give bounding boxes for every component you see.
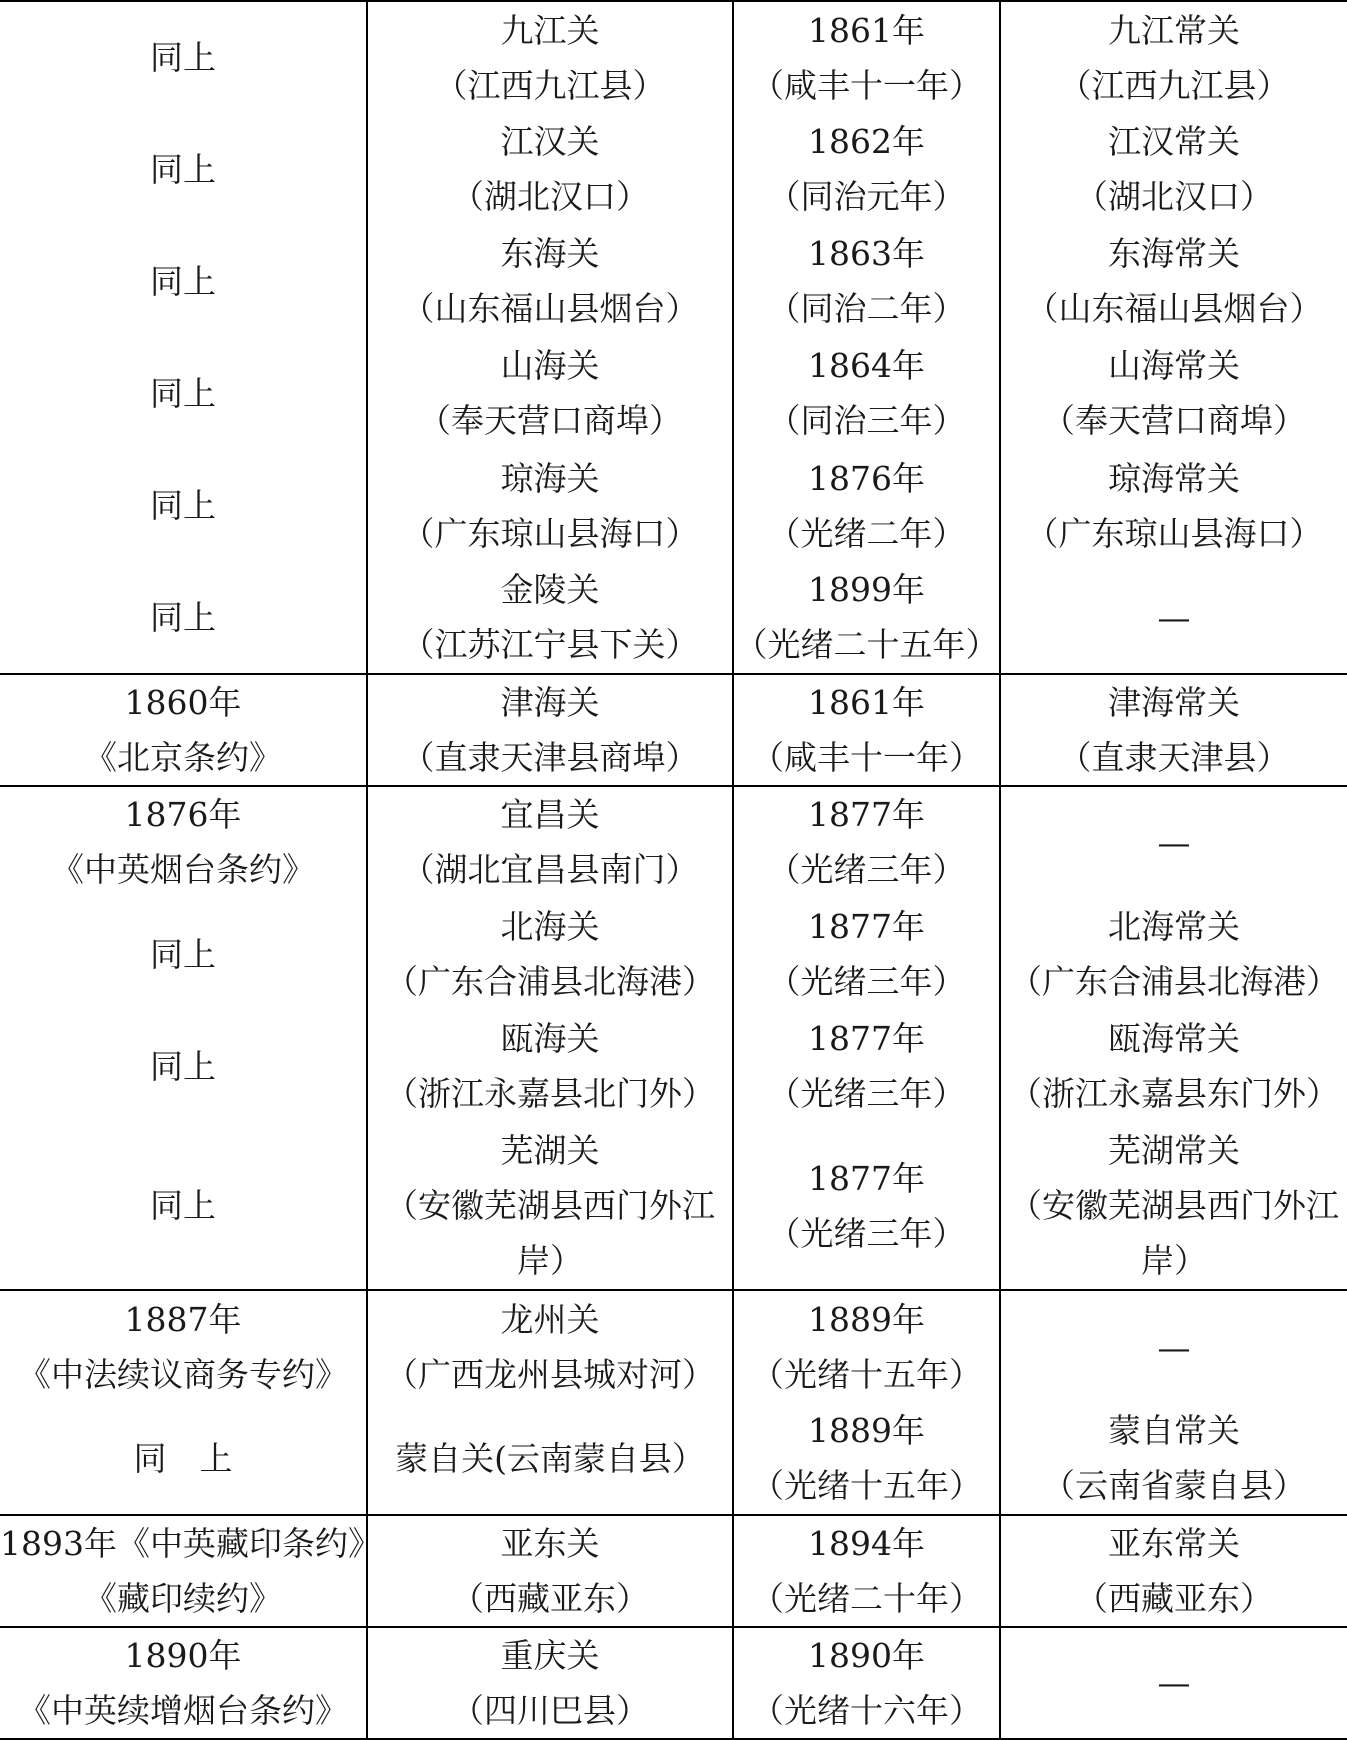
customs-cell-line: 龙州关 bbox=[500, 1300, 600, 1339]
customs-cell bbox=[367, 1, 733, 113]
year-cell bbox=[733, 1290, 1000, 1402]
year-cell-line: （光绪十五年） bbox=[751, 1466, 982, 1506]
year-cell-line: 1863年 bbox=[808, 234, 925, 274]
table-row bbox=[0, 1403, 1347, 1515]
customs-cell bbox=[367, 1515, 733, 1627]
native-customs-cell-line: （奉天营口商埠） bbox=[1042, 401, 1306, 441]
table-row bbox=[0, 1627, 1347, 1739]
table-row bbox=[0, 1122, 1347, 1290]
customs-cell-line: （奉天营口商埠） bbox=[418, 401, 682, 441]
treaty-cell bbox=[0, 113, 367, 225]
native-customs-cell bbox=[1000, 1, 1347, 113]
native-customs-cell-line: （山东福山县烟台） bbox=[1025, 289, 1323, 329]
customs-cell-line: 北海关 bbox=[500, 907, 600, 947]
native-customs-cell bbox=[1000, 1010, 1347, 1122]
year-cell bbox=[733, 1627, 1000, 1739]
native-customs-cell bbox=[1000, 337, 1347, 449]
customs-cell-line: 山海关 bbox=[500, 346, 600, 386]
year-cell-line: 1877年 bbox=[808, 795, 925, 835]
year-cell-line: （光绪三年） bbox=[767, 962, 966, 1002]
customs-cell-line: （四川巴县） bbox=[451, 1690, 649, 1730]
native-customs-cell-line: — bbox=[1157, 597, 1191, 637]
customs-cell-line: （江西九江县） bbox=[434, 65, 666, 105]
native-customs-cell-line: 芜湖常关 bbox=[1108, 1131, 1240, 1171]
treaty-cell bbox=[0, 225, 367, 337]
treaty-cell-line: 同上 bbox=[150, 149, 216, 189]
native-customs-cell bbox=[1000, 1290, 1347, 1402]
year-cell-line: （光绪二十五年） bbox=[734, 625, 999, 665]
native-customs-cell-line: 亚东常关 bbox=[1108, 1523, 1240, 1563]
year-cell-line: 1890年 bbox=[808, 1635, 925, 1675]
year-cell bbox=[733, 674, 1000, 786]
year-cell-line: （光绪二十年） bbox=[751, 1578, 982, 1618]
customs-cell-line: 津海关 bbox=[500, 682, 600, 722]
treaty-cell bbox=[0, 1627, 367, 1739]
customs-cell-line: 蒙自关(云南蒙自县） bbox=[395, 1438, 705, 1478]
customs-cell bbox=[367, 1403, 733, 1515]
treaty-cell bbox=[0, 674, 367, 786]
treaty-cell-line: 1890年 bbox=[124, 1635, 242, 1675]
native-customs-cell-line: （安徽芜湖县西门外江 bbox=[1009, 1186, 1339, 1226]
year-cell-line: 1861年 bbox=[808, 682, 925, 722]
table-row bbox=[0, 1290, 1347, 1402]
table-row bbox=[0, 562, 1347, 674]
native-customs-cell-line: （广东合浦县北海港） bbox=[1009, 962, 1339, 1002]
treaty-cell bbox=[0, 786, 367, 898]
treaty-cell-line: 同上 bbox=[150, 261, 216, 301]
treaty-cell-line: 同上 bbox=[150, 1046, 216, 1086]
year-cell bbox=[733, 450, 1000, 562]
native-customs-cell-line: — bbox=[1157, 1327, 1191, 1367]
year-cell bbox=[733, 225, 1000, 337]
native-customs-cell bbox=[1000, 898, 1347, 1010]
customs-cell bbox=[367, 1010, 733, 1122]
customs-cell-line: 重庆关 bbox=[500, 1635, 600, 1675]
year-cell-line: （同治二年） bbox=[767, 289, 966, 329]
year-cell bbox=[733, 1515, 1000, 1627]
year-cell-line: （光绪三年） bbox=[767, 850, 966, 890]
year-cell-line: 1899年 bbox=[808, 570, 925, 610]
customs-cell bbox=[367, 337, 733, 449]
customs-cell-line: 芜湖关 bbox=[500, 1131, 600, 1171]
year-cell-line: 1862年 bbox=[808, 122, 925, 162]
treaty-cell-line: 《中法续议商务专约》 bbox=[18, 1355, 348, 1394]
year-cell bbox=[733, 898, 1000, 1010]
treaty-cell-line: 同上 bbox=[150, 1186, 216, 1226]
treaty-cell-line: 1860年 bbox=[124, 682, 242, 722]
table-row bbox=[0, 337, 1347, 449]
native-customs-cell-line: 琼海常关 bbox=[1108, 458, 1240, 498]
year-cell-line: （咸丰十一年） bbox=[751, 737, 982, 777]
customs-cell bbox=[367, 786, 733, 898]
treaty-cell bbox=[0, 337, 367, 449]
native-customs-cell-line: 东海常关 bbox=[1108, 234, 1240, 274]
native-customs-cell bbox=[1000, 1627, 1347, 1739]
native-customs-cell-line: （广东琼山县海口） bbox=[1025, 513, 1323, 553]
table-row bbox=[0, 1, 1347, 113]
customs-cell bbox=[367, 450, 733, 562]
year-cell-line: 1889年 bbox=[808, 1411, 925, 1451]
native-customs-cell-line: — bbox=[1157, 822, 1191, 862]
year-cell-line: （光绪三年） bbox=[767, 1074, 966, 1114]
year-cell-line: （光绪十六年） bbox=[751, 1690, 982, 1730]
customs-cell bbox=[367, 674, 733, 786]
year-cell-line: （光绪十五年） bbox=[751, 1355, 982, 1394]
treaty-cell-line: 1876年 bbox=[124, 795, 242, 835]
treaty-cell-line: 1887年 bbox=[124, 1300, 242, 1339]
treaty-cell-line: 同 上 bbox=[133, 1438, 233, 1478]
customs-cell-line: （江苏江宁县下关） bbox=[401, 625, 699, 665]
year-cell-line: 1877年 bbox=[808, 1019, 925, 1059]
table-row bbox=[0, 786, 1347, 898]
year-cell bbox=[733, 113, 1000, 225]
customs-cell-line: 琼海关 bbox=[500, 458, 600, 498]
customs-cell-line: （浙江永嘉县北门外） bbox=[385, 1074, 715, 1114]
treaty-cell bbox=[0, 1515, 381, 1627]
year-cell-line: （光绪三年） bbox=[767, 1213, 966, 1253]
customs-cell-line: （湖北汉口） bbox=[451, 177, 649, 217]
year-cell bbox=[733, 1, 1000, 113]
customs-cell-line: 岸） bbox=[517, 1241, 583, 1281]
year-cell-line: 1877年 bbox=[808, 1158, 925, 1198]
table-row bbox=[0, 1010, 1347, 1122]
native-customs-cell-line: （云南省蒙自县） bbox=[1042, 1466, 1306, 1506]
customs-cell bbox=[367, 1627, 733, 1739]
native-customs-cell-line: （直隶天津县） bbox=[1058, 737, 1290, 777]
native-customs-cell bbox=[1000, 450, 1347, 562]
treaty-cell bbox=[0, 898, 367, 1010]
treaty-cell-line: 《中英续增烟台条约》 bbox=[18, 1690, 348, 1730]
native-customs-cell-line: 九江常关 bbox=[1108, 10, 1240, 50]
customs-cell-line: 九江关 bbox=[500, 10, 600, 50]
native-customs-cell-line: 北海常关 bbox=[1108, 907, 1240, 947]
customs-cell-line: 宜昌关 bbox=[500, 795, 600, 835]
treaty-cell-line: 同上 bbox=[150, 597, 216, 637]
customs-cell-line: （西藏亚东） bbox=[451, 1578, 649, 1618]
year-cell bbox=[733, 786, 1000, 898]
year-cell-line: 1864年 bbox=[808, 346, 925, 386]
native-customs-cell-line: （湖北汉口） bbox=[1075, 177, 1273, 217]
year-cell bbox=[733, 562, 1000, 674]
year-cell-line: 1894年 bbox=[808, 1523, 925, 1563]
table-row bbox=[0, 450, 1347, 562]
table-row bbox=[0, 1515, 1347, 1627]
customs-cell-line: （广西龙州县城对河） bbox=[385, 1355, 715, 1394]
treaty-cell bbox=[0, 1403, 367, 1515]
year-cell-line: 1877年 bbox=[808, 907, 925, 947]
table-row bbox=[0, 674, 1347, 786]
year-cell bbox=[733, 1010, 1000, 1122]
year-cell bbox=[733, 1122, 1000, 1290]
treaty-cell-line: 1893年《中英藏印条约》 bbox=[0, 1523, 381, 1563]
native-customs-cell-line: — bbox=[1157, 1663, 1191, 1703]
native-customs-cell bbox=[1000, 1403, 1347, 1515]
native-customs-cell-line: （浙江永嘉县东门外） bbox=[1009, 1074, 1339, 1114]
treaty-cell-line: 《北京条约》 bbox=[84, 737, 282, 777]
year-cell-line: 1889年 bbox=[808, 1300, 925, 1339]
customs-cell-line: （安徽芜湖县西门外江 bbox=[385, 1186, 715, 1226]
treaty-cell bbox=[0, 1122, 367, 1290]
customs-cell-line: 江汉关 bbox=[500, 122, 600, 162]
year-cell-line: （同治元年） bbox=[767, 177, 966, 217]
treaty-cell-line: 《中英烟台条约》 bbox=[51, 850, 315, 890]
native-customs-cell-line: （江西九江县） bbox=[1058, 65, 1290, 105]
customs-cell-line: （直隶天津县商埠） bbox=[401, 737, 699, 777]
customs-cell-line: （湖北宜昌县南门） bbox=[401, 850, 699, 890]
treaty-cell bbox=[0, 1, 367, 113]
treaty-cell-line: 《藏印续约》 bbox=[84, 1578, 282, 1618]
native-customs-cell bbox=[1000, 225, 1347, 337]
year-cell-line: （光绪二年） bbox=[767, 513, 966, 553]
customs-cell bbox=[367, 562, 733, 674]
native-customs-cell bbox=[1000, 1122, 1347, 1290]
treaty-cell bbox=[0, 562, 367, 674]
customs-cell-line: 东海关 bbox=[500, 234, 600, 274]
customs-cell bbox=[367, 1122, 733, 1290]
year-cell-line: 1876年 bbox=[808, 458, 925, 498]
native-customs-cell-line: 瓯海常关 bbox=[1108, 1019, 1240, 1059]
customs-cell-line: 亚东关 bbox=[500, 1523, 600, 1563]
treaty-cell bbox=[0, 450, 367, 562]
native-customs-cell bbox=[1000, 562, 1347, 674]
treaty-cell-line: 同上 bbox=[150, 373, 216, 413]
year-cell bbox=[733, 1403, 1000, 1515]
customs-cell-line: 金陵关 bbox=[500, 570, 600, 610]
table-body bbox=[0, 1, 1347, 1739]
native-customs-cell-line: 江汉常关 bbox=[1108, 122, 1240, 162]
customs-cell bbox=[367, 1290, 733, 1402]
customs-cell-line: （广东琼山县海口） bbox=[401, 513, 699, 553]
year-cell-line: （咸丰十一年） bbox=[751, 65, 982, 105]
treaty-cell bbox=[0, 1290, 367, 1402]
treaty-cell-line: 同上 bbox=[150, 934, 216, 974]
year-cell-line: 1861年 bbox=[808, 10, 925, 50]
native-customs-cell bbox=[1000, 674, 1347, 786]
native-customs-cell bbox=[1000, 113, 1347, 225]
native-customs-cell-line: （西藏亚东） bbox=[1075, 1578, 1273, 1618]
native-customs-cell-line: 津海常关 bbox=[1108, 682, 1240, 722]
treaty-cell bbox=[0, 1010, 367, 1122]
year-cell bbox=[733, 337, 1000, 449]
table-row bbox=[0, 225, 1347, 337]
customs-cell bbox=[367, 225, 733, 337]
native-customs-cell bbox=[1000, 786, 1347, 898]
native-customs-cell bbox=[1000, 1515, 1347, 1627]
native-customs-cell-line: 蒙自常关 bbox=[1108, 1411, 1240, 1451]
customs-cell-line: （广东合浦县北海港） bbox=[385, 962, 715, 1002]
treaty-cell-line: 同上 bbox=[150, 38, 216, 78]
native-customs-cell-line: 山海常关 bbox=[1108, 346, 1240, 386]
customs-cell bbox=[367, 113, 733, 225]
native-customs-cell-line: 岸） bbox=[1141, 1241, 1207, 1281]
customs-cell-line: （山东福山县烟台） bbox=[401, 289, 699, 329]
table-row bbox=[0, 898, 1347, 1010]
customs-cell-line: 瓯海关 bbox=[500, 1019, 600, 1059]
customs-cell bbox=[367, 898, 733, 1010]
treaty-cell-line: 同上 bbox=[150, 486, 216, 526]
year-cell-line: （同治三年） bbox=[767, 401, 966, 441]
table-row bbox=[0, 113, 1347, 225]
